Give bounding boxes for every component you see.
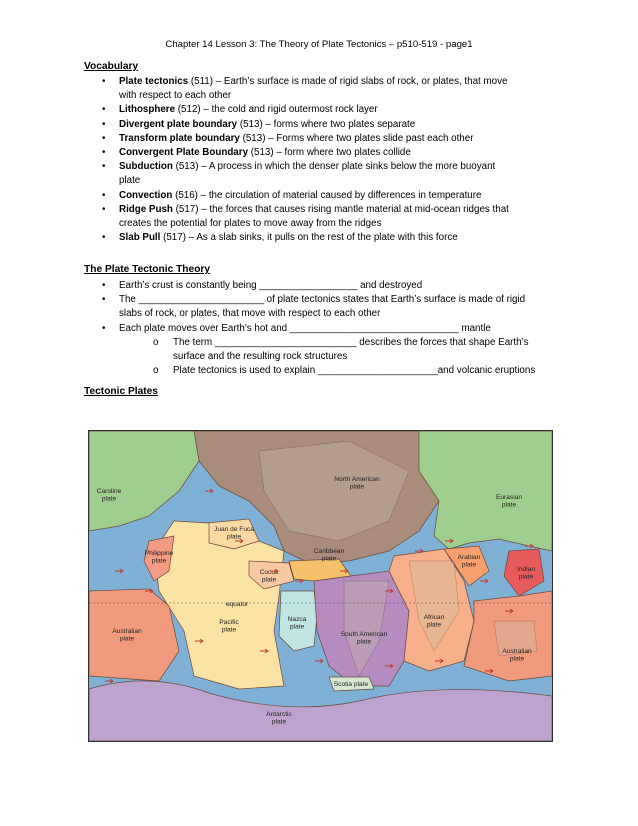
cocos-label: Cocos plate [259,569,279,584]
bullet-icon: • [102,147,106,159]
vocab-definition: (513) – Forms where two plates slide past each other [239,132,474,144]
theory-subtext-cont: surface and the resulting rock structures [173,351,348,363]
bullet-icon: • [102,232,106,244]
vocab-definition: (516) – the circulation of material caused by differences in temperature [172,189,482,201]
vocab-term: Convection [119,189,173,201]
bullet-icon: • [102,161,106,173]
vocab-definition: (513) – forms where two plates separate [237,118,416,130]
vocabulary-heading: Vocabulary [84,61,139,72]
theory-text: The _______________________ of plate tectonics states that Earth’s surface is made of rigid [119,294,526,306]
tectonic-plates-map [88,430,553,742]
bullet-icon: • [102,132,106,144]
bullet-icon: • [102,203,106,215]
bullet-icon: • [102,118,106,130]
philippine-label: Philippine plate [144,550,174,565]
vocab-definition-cont: creates the potential for plates to move away from the ridges [119,218,382,230]
page-title: Chapter 14 Lesson 3: The Theory of Plate Tectonics – p510-519 - page1 [165,39,473,50]
vocab-term: Divergent plate boundary [119,118,238,130]
theory-text-cont: slabs of rock, or plates, that move with respect to each other [119,308,381,320]
bullet-icon: • [102,76,106,87]
bullet-icon: • [102,322,106,334]
theory-subitem [119,364,564,378]
tectonic-plates-heading: Tectonic Plates [84,386,158,397]
theory-subitem [119,336,564,364]
vocab-definition: (512) – the cold and rigid outermost rock layer [175,104,378,116]
vocab-item [84,160,564,188]
vocab-item [84,231,564,245]
theory-item [84,279,564,293]
vocab-term: Subduction [119,161,173,173]
pacific-label: Pacific plate [219,619,239,634]
vocab-item [84,118,564,132]
vocab-item [84,146,564,160]
circle-bullet-icon: o [153,336,159,348]
vocab-term: Convergent Plate Boundary [119,147,249,159]
vocab-item [84,189,564,203]
vocabulary-list [84,75,564,245]
vocab-definition: (513) – A process in which the denser plate sinks below the more buoyant [172,161,496,173]
vocab-item [84,75,564,103]
caroline-label: Caroline plate [96,488,122,503]
theory-text: Earth’s crust is constantly being __________________ and destroyed [119,280,423,291]
arabian-label: Arabian plate [457,554,481,569]
indian-label: Indian plate [517,566,535,581]
bullet-icon: • [102,280,106,291]
african-label: African plate [423,614,445,629]
australian-right-label: Australian plate [502,648,532,663]
juan-label: Juan de Fuca plate [214,526,254,541]
caribbean-label: Caribbean plate [313,548,345,563]
eurasian-plate [419,431,552,551]
equator-label: equator [225,601,249,608]
vocab-item [84,132,564,146]
theory-subtext: The term __________________________ describes the forces that shape Earth’s [173,336,529,348]
north-american-label: North American plate [334,476,380,491]
scotia-label: Scotia plate [333,681,369,688]
vocab-definition-cont: plate [119,175,141,187]
vocab-term: Plate tectonics [119,76,189,87]
theory-sublist [119,336,564,379]
theory-text: Each plate moves over Earth’s hot and _______________________________ mantle [119,322,491,334]
theory-subtext: Plate tectonics is used to explain ______________________and volcanic eruptions [173,365,536,377]
vocab-definition: (511) – Earth’s surface is made of rigid slabs of rock, or plates, that move [188,76,508,87]
circle-bullet-icon: o [153,365,159,377]
vocab-definition: (517) – the forces that causes rising mantle material at mid-ocean ridges that [172,203,509,215]
vocab-definition-cont: with respect to each other [119,90,232,102]
theory-item [84,293,564,321]
australian-left-label: Australian plate [112,628,142,643]
vocab-term: Transform plate boundary [119,132,240,144]
theory-list [84,279,564,378]
vocab-term: Lithosphere [119,104,176,116]
bullet-icon: • [102,104,106,116]
vocab-definition: (517) – As a slab sinks, it pulls on the rest of the plate with this force [160,232,458,244]
nazca-label: Nazca plate [287,616,307,631]
plate-map-svg [89,431,552,741]
bullet-icon: • [102,294,106,306]
vocab-term: Ridge Push [119,203,173,215]
theory-item [84,322,564,379]
vocab-term: Slab Pull [119,232,161,244]
vocab-item [84,103,564,117]
vocab-definition: (513) – form where two plates collide [248,147,411,159]
south-american-label: South American plate [340,631,388,646]
bullet-icon: • [102,189,106,201]
antarctic-label: Antarctic plate [266,711,292,726]
eurasian-label: Eurasian plate [495,494,523,509]
vocab-item [84,203,564,231]
theory-heading: The Plate Tectonic Theory [84,264,211,275]
